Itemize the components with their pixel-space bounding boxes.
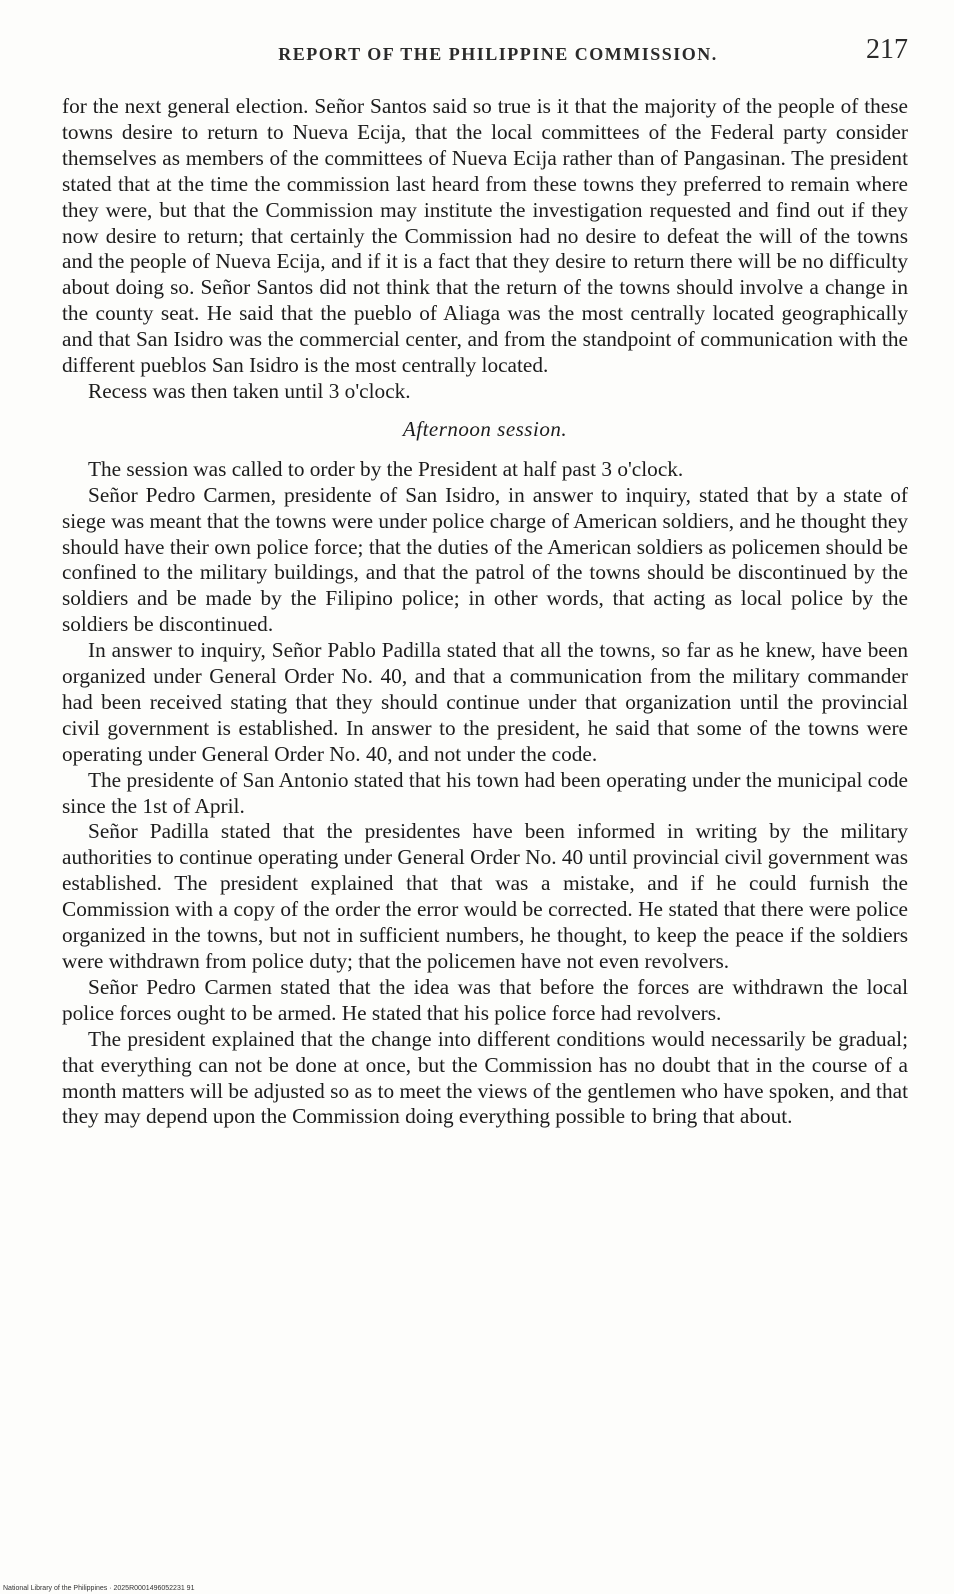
- paragraph: The session was called to order by the President at half past 3 o'clock.: [88, 456, 684, 481]
- paragraph: Señor Pedro Carmen stated that the idea was that before the forces are withdrawn the local police forces ought to be armed. He stated that his police force had revolvers.: [62, 974, 908, 1025]
- paragraph: Recess was then taken until 3 o'clock.: [88, 378, 411, 403]
- running-title: REPORT OF THE PHILIPPINE COMMISSION.: [278, 44, 718, 64]
- section-heading: Afternoon session.: [402, 416, 568, 441]
- paragraph: for the next general election. Señor Santos said so true is it that the majority of the people of these towns desire to return to Nueva Ecija, that the local committees of the Federal party consider themselves as members of the committees of Nueva Ecija rather than of Pangasinan. The president stated that at the time the commission last heard from these towns they preferred to remain where they were, but that the Commission may institute the investigation requested and find out if they now desire to return; that certainly the Commission had no desire to defeat the will of the towns and the people of Nueva Ecija, and if it is a fact that they desire to return there will be no difficulty about doing so. Señor Santos did not think that the return of the towns should involve a change in the county seat. He said that the pueblo of Aliaga was the most centrally located geographically and that San Isidro was the commercial center, and from the standpoint of communication with the different pueblos San Isidro is the most centrally located.: [62, 94, 908, 378]
- paragraph: The president explained that the change into different conditions would necessarily be gradual; that everything can not be done at once, but the Commission has no doubt that in the course of a month matters will be adjusted so as to meet the views of the gentlemen who have spoken, and that they may depend upon the Commission doing everything possible to bring that about.: [62, 1026, 908, 1129]
- paragraph: In answer to inquiry, Señor Pablo Padilla stated that all the towns, so far as he knew, have been organized under General Order No. 40, and that a communication from the military commander had been received stating that they should continue under that organization until the provincial civil government is established. In answer to the president, he said that some of the towns were operating under General Order No. 40, and not under the code.: [62, 638, 908, 766]
- page-header: [88, 34, 908, 74]
- paragraph: Señor Padilla stated that the presidentes have been informed in writing by the military authorities to continue operating under General Order No. 40 until provincial civil government was established. The president explained that that was a mistake, and if he could furnish the Commission with a copy of the order the error would be corrected. He stated that there were police organized in the towns, but not in sufficient numbers, he thought, to keep the peace if the soldiers were withdrawn from police duty; that the policemen have not even revolvers.: [62, 819, 908, 973]
- paragraph: Señor Pedro Carmen, presidente of San Isidro, in answer to inquiry, stated that by a state of siege was meant that the towns were under police charge of American soldiers, and he thought they should have their own police force; that the duties of the American soldiers as policemen should be confined to the military buildings, and that the patrol of the towns should be discontinued by the soldiers and be made by the Filipino police; in other words, that acting as local police by the soldiers be discontinued.: [62, 482, 908, 637]
- library-stamp: National Library of the Philippines · 2025R0001496052231 91: [3, 1585, 195, 1592]
- paragraph: The presidente of San Antonio stated that his town had been operating under the municipal code since the 1st of April.: [62, 767, 908, 818]
- body-text: [62, 94, 908, 1130]
- page-number: 217: [866, 34, 908, 65]
